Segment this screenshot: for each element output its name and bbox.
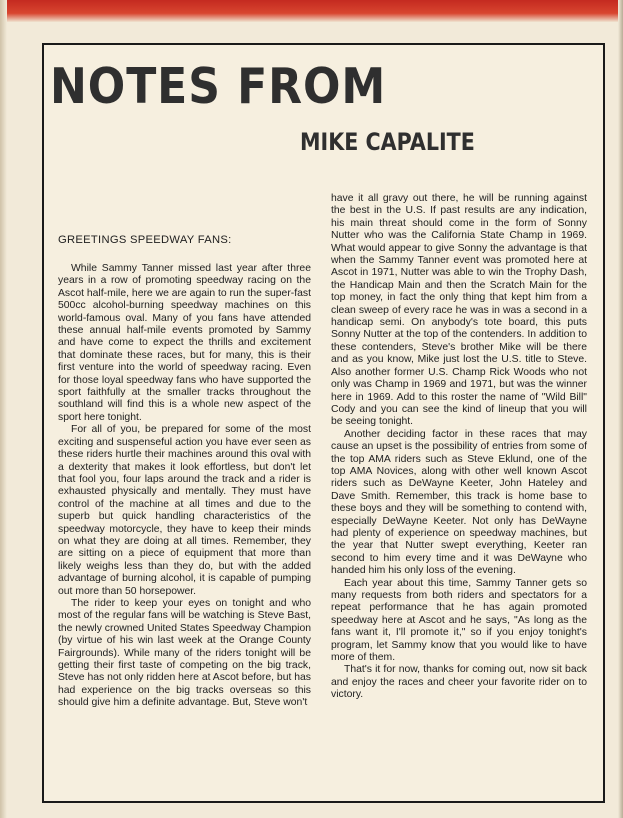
- body-paragraph: For all of you, be prepared for some of the most exciting and suspenseful action you have ever seen as these riders hurtle their machines around this oval with a dexterity that makes it look effortless, but don't let that fool you, four laps around the track and a rider is exhausted physically and mentally. They must have control of the machine at all times and due to the superb but quick handling characteristics of the speedway motorcycle, they have to keep their minds on what they are doing at all times. Remember, they are sitting on a piece of equipment that more than likely weighs less than they do, but with the added advantage of burning alcohol, it is capable of pumping out more than 50 horsepower.: [58, 424, 311, 597]
- left-column: [58, 263, 311, 710]
- right-column: [331, 193, 587, 702]
- author-byline: MIKE CAPALITE: [300, 128, 475, 156]
- article-title: NOTES FROM: [50, 58, 387, 115]
- body-paragraph: Another deciding factor in these races that may cause an upset is the possibility of entries from some of the top AMA riders such as Steve Eklund, one of the top AMA Novices, along with other well known Ascot riders such as DeWayne Keeter, John Hateley and Dave Smith. Remember, this track is home base to these boys and they will be something to contend with, especially DeWayne Keeter. Not only has DeWayne had plenty of experience on speedway machines, but the year that Nutter swept everything, Keeter ran second to him every time and it was DeWayne who handed him his only loss of the evening.: [331, 428, 587, 577]
- body-paragraph: Each year about this time, Sammy Tanner gets so many requests from both riders and spectators for a repeat performance that he has again promoted speedway here at Ascot and he says, "As long as the fans want it, I'll promote it," so if you enjoy tonight's program, let Sammy know that you would like to have more of them.: [331, 577, 587, 664]
- body-paragraph: have it all gravy out there, he will be running against the best in the U.S. If past results are any indication, his main threat should come in the form of Sonny Nutter who was the California State Champ in 1969. What would appear to give Sonny the advantage is that when the Sammy Tanner event was promoted here at Ascot in 1971, Nutter was able to win the Trophy Dash, the Handicap Main and then the Scratch Main for the top money, in fact the only thing that kept him from a clean sweep of every race he was in was a second in a handicap semi. On anybody's tote board, this puts Sonny Nutter at the top of the contenders. In addition to these contenders, Steve's brother Mike will be there and as you know, Mike just lost the U.S. title to Steve. Also another former U.S. Champ Rick Woods who not only was Champ in 1969 and 1971, but was the winner here in 1969. Add to this roster the name of "Wild Bill" Cody and you can see the kind of lineup that you will be seeing tonight.: [331, 193, 587, 428]
- salutation: GREETINGS SPEEDWAY FANS:: [58, 234, 232, 246]
- body-paragraph: The rider to keep your eyes on tonight and who most of the regular fans will be watching is Steve Bast, the newly crowned United States Speedway Champion (by virtue of his win last week at the Orange County Fairgrounds). While many of the riders tonight will be getting their first taste of competing on the big track, Steve has not only ridden here at Ascot before, but has had experience on the big tracks overseas so this should give him a definite advantage. But, Steve won't: [58, 597, 312, 709]
- body-paragraph: While Sammy Tanner missed last year after three years in a row of promoting speedway racing on the Ascot half-mile, here we are again to run the super-fast 500cc alcohol-burning speedway machines on this world-famous oval. Many of you fans have attended these annual half-mile events promoted by Sammy and have come to expect the thrills and excitement that dominate these races, but for many, this is their first venture into the world of speedway racing. Even for those loyal speedway fans who have supported the sport faithfully at the smaller tracks throughout the southland will find this is a whole new aspect of the sport here tonight.: [58, 263, 311, 423]
- page-shadow-right: [618, 0, 623, 818]
- cover-edge: [0, 0, 623, 22]
- body-paragraph: That's it for now, thanks for coming out, now sit back and enjoy the races and cheer your favorite rider on to victory.: [331, 664, 587, 701]
- page-shadow-left: [0, 0, 7, 818]
